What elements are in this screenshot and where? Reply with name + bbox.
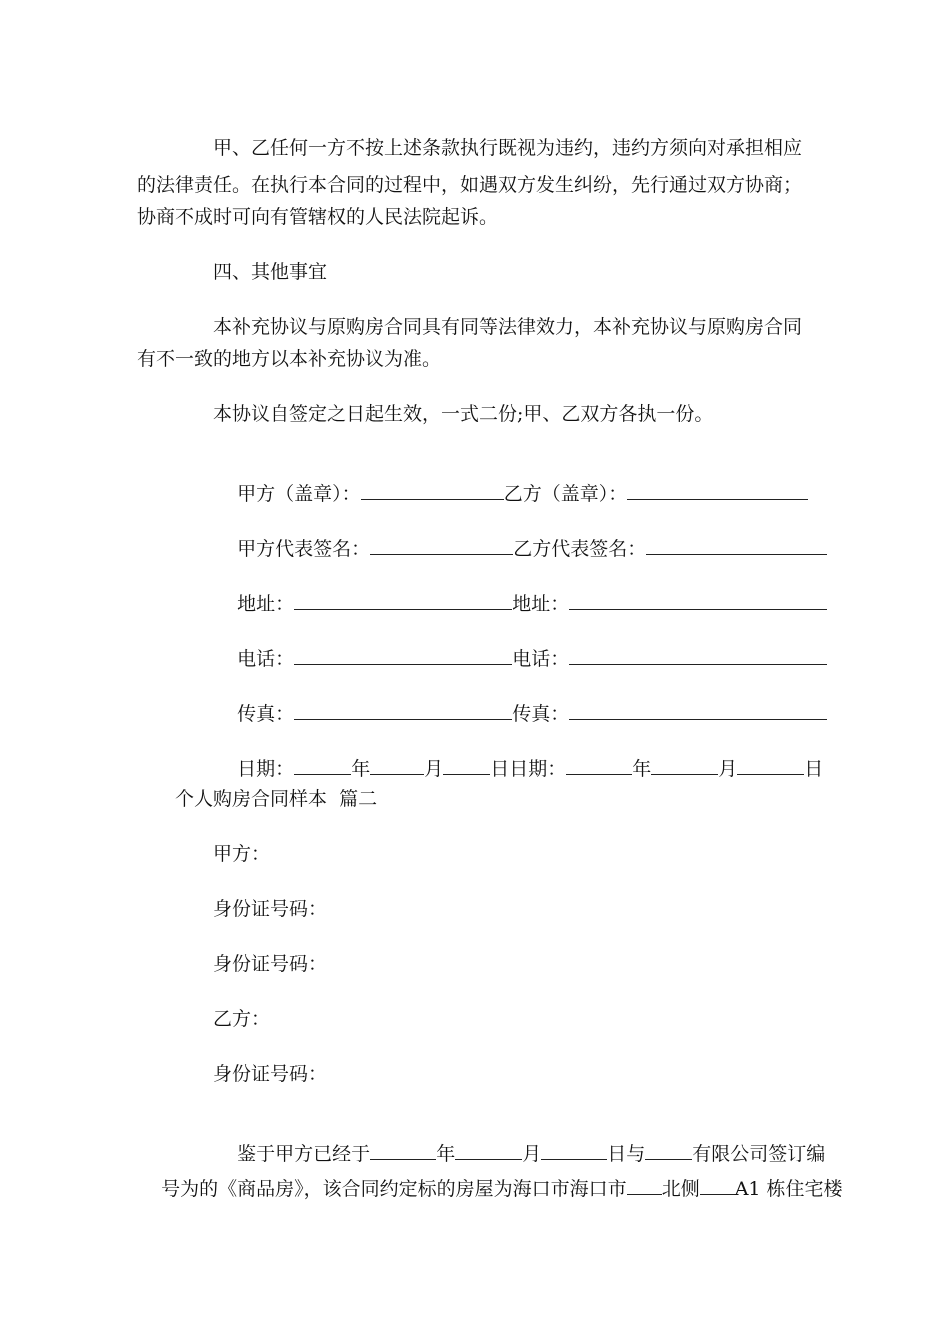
party-a-rep-label: 甲方代表签名： xyxy=(237,538,371,560)
party-b-phone-blank xyxy=(569,646,827,665)
section-heading-other-matters: 四、其他事宜 xyxy=(213,261,328,283)
party-b-month-blank xyxy=(651,756,718,775)
party-b-day-label: 日 xyxy=(804,758,824,780)
recital-area-blank xyxy=(700,1176,735,1195)
party-a-month-label: 月 xyxy=(424,758,444,780)
party-a-year-blank xyxy=(294,756,351,775)
party-b-year-blank xyxy=(566,756,632,775)
paragraph-validity-line2: 有不一致的地方以本补充协议为准。 xyxy=(137,348,442,370)
party-b-address-blank xyxy=(569,591,827,610)
party-a-address-blank xyxy=(294,591,512,610)
party-a-date-label: 日期： xyxy=(237,758,295,780)
party-b-rep-label: 乙方代表签名： xyxy=(513,538,647,560)
party-a-seal-blank xyxy=(361,481,504,500)
recital-line2-c: A1 栋住宅楼 xyxy=(734,1178,843,1200)
recital-line2-b: 北侧 xyxy=(661,1178,700,1200)
recital-part3: 有限公司签订编 xyxy=(692,1143,826,1165)
party-b-label: 乙方： xyxy=(213,1008,271,1030)
party-a-rep-blank xyxy=(370,536,513,555)
id-number-label-1: 身份证号码： xyxy=(213,898,328,920)
party-b-date-label: 日期： xyxy=(509,758,567,780)
recital-part1: 鉴于甲方已经于 xyxy=(237,1143,371,1165)
party-a-month-blank xyxy=(370,756,424,775)
party-b-address-label: 地址： xyxy=(512,593,570,615)
party-b-fax-blank xyxy=(569,701,827,720)
party-a-address-label: 地址： xyxy=(237,593,295,615)
recital-part2: 日与 xyxy=(607,1143,646,1165)
party-b-day-blank xyxy=(737,756,804,775)
party-b-fax-label: 传真： xyxy=(512,703,570,725)
paragraph-breach-line3: 协商不成时可向有管辖权的人民法院起诉。 xyxy=(137,206,499,228)
party-a-fax-blank xyxy=(294,701,512,720)
party-a-day-label: 日 xyxy=(490,758,510,780)
party-a-fax-label: 传真： xyxy=(237,703,295,725)
paragraph-effective-date: 本协议自签定之日起生效，一式二份;甲、乙双方各执一份。 xyxy=(213,403,714,425)
party-a-label: 甲方： xyxy=(213,843,271,865)
recital-year-label: 年 xyxy=(436,1143,456,1165)
party-a-phone-blank xyxy=(294,646,512,665)
party-b-year-label: 年 xyxy=(632,758,652,780)
party-b-seal-label: 乙方（盖章）： xyxy=(503,483,628,505)
paragraph-breach-line2: 的法律责任。在执行本合同的过程中，如遇双方发生纠纷，先行通过双方协商； xyxy=(137,174,803,196)
recital-line2-a: 号为的《商品房》，该合同约定标的房屋为海口市海口市 xyxy=(161,1178,627,1200)
party-a-seal-label: 甲方（盖章）： xyxy=(237,483,361,505)
recital-line2 xyxy=(137,1152,843,1225)
id-number-label-3: 身份证号码： xyxy=(213,1063,328,1085)
recital-road-blank xyxy=(627,1176,662,1195)
party-a-year-label: 年 xyxy=(351,758,371,780)
id-number-label-2: 身份证号码： xyxy=(213,953,328,975)
second-contract-title: 个人购房合同样本 篇二 xyxy=(175,788,378,810)
party-b-seal-blank xyxy=(627,481,808,500)
paragraph-breach-line1: 甲、乙任何一方不按上述条款执行既视为违约，违约方须向对承担相应 xyxy=(213,137,803,159)
party-a-phone-label: 电话： xyxy=(237,648,295,670)
party-b-phone-label: 电话： xyxy=(512,648,570,670)
party-b-month-label: 月 xyxy=(718,758,738,780)
recital-month-label: 月 xyxy=(522,1143,542,1165)
party-b-rep-blank xyxy=(646,536,827,555)
paragraph-validity-line1: 本补充协议与原购房合同具有同等法律效力，本补充协议与原购房合同 xyxy=(213,316,803,338)
party-a-day-blank xyxy=(443,756,490,775)
